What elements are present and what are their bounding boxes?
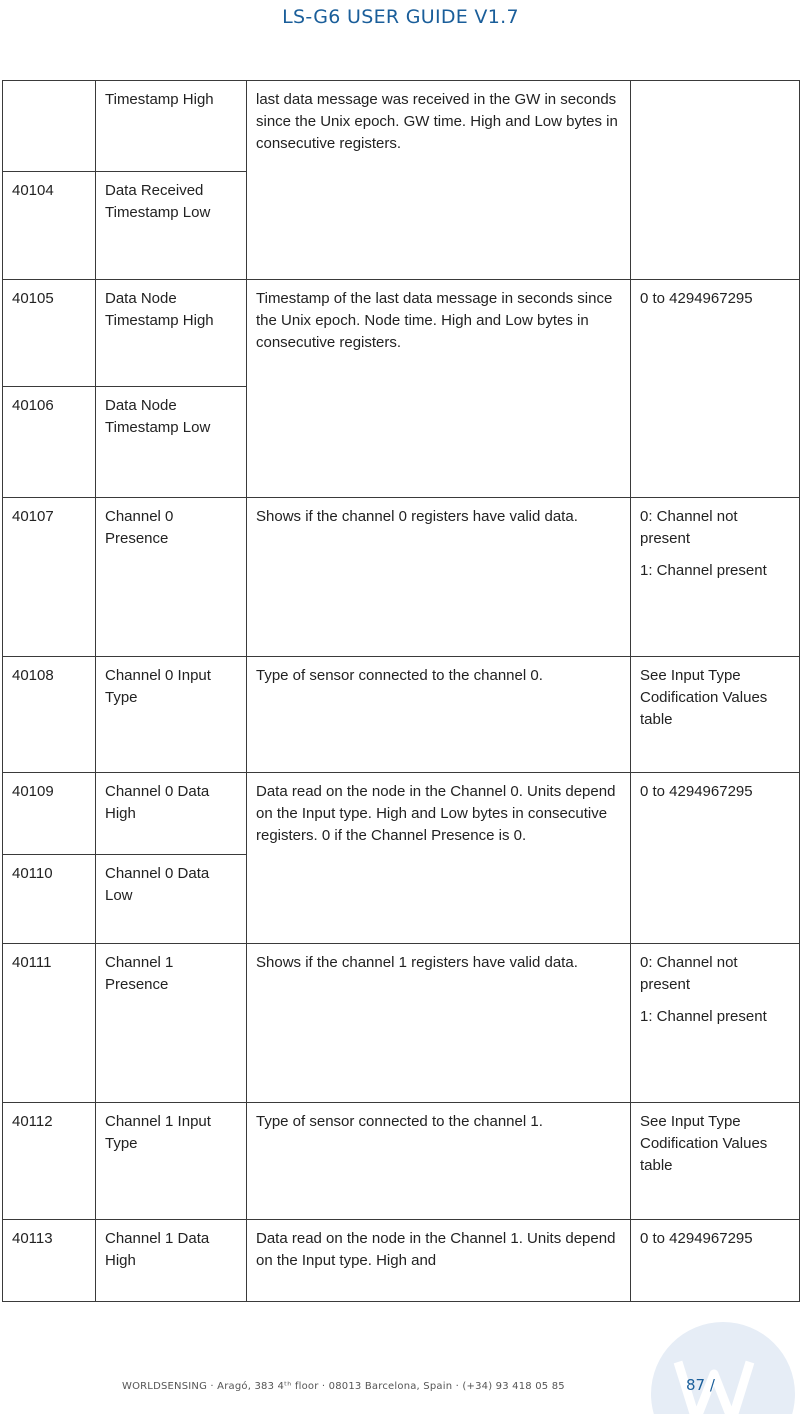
register-name: Channel 0 Data High (96, 772, 247, 854)
footer-contact: WORLDSENSING · Aragó, 383 4ᵗʰ floor · 08013 Barcelona, Spain · (+34) 93 418 05 85 (122, 1381, 565, 1392)
register-name: Channel 0 Data Low (96, 855, 247, 944)
register-address: 40111 (3, 944, 96, 1102)
register-name: Data Received Timestamp Low (96, 172, 247, 280)
register-address: 40112 (3, 1102, 96, 1219)
register-values (631, 944, 800, 1102)
register-description: last data message was received in the GW in seconds since the Unix epoch. GW time. High and Low bytes in consecutive registers. (247, 81, 631, 280)
register-description: Shows if the channel 1 registers have valid data. (247, 944, 631, 1102)
register-values (631, 1102, 800, 1219)
register-name: Channel 1 Presence (96, 944, 247, 1102)
register-values (631, 1219, 800, 1301)
register-description: Type of sensor connected to the channel 0. (247, 656, 631, 772)
table-row (3, 1219, 800, 1301)
value-line: 0: Channel not present (640, 954, 738, 994)
register-address: 40110 (3, 855, 96, 944)
value-line: See Input Type Codification Values table (640, 666, 768, 728)
register-address: 40105 (3, 280, 96, 387)
register-name: Channel 1 Input Type (96, 1102, 247, 1219)
value-line: 1: Channel present (640, 562, 767, 580)
register-name: Channel 1 Data High (96, 1219, 247, 1301)
register-address (3, 81, 96, 172)
register-address: 40107 (3, 498, 96, 656)
value-line: 0: Channel not present (640, 508, 738, 548)
register-description: Shows if the channel 0 registers have valid data. (247, 498, 631, 656)
document-header: LS-G6 USER GUIDE V1.7 (282, 6, 519, 28)
worldsensing-watermark-logo (648, 1302, 798, 1414)
value-line: 1: Channel present (640, 1008, 767, 1026)
page-number: 87 / (686, 1376, 715, 1394)
value-line: See Input Type Codification Values table (640, 1112, 768, 1174)
register-name: Data Node Timestamp High (96, 280, 247, 387)
register-address: 40113 (3, 1219, 96, 1301)
register-description: Type of sensor connected to the channel 1. (247, 1102, 631, 1219)
modbus-register-table (2, 80, 800, 1302)
register-address: 40109 (3, 772, 96, 854)
register-description: Timestamp of the last data message in seconds since the Unix epoch. Node time. High and Low bytes in consecutive registers. (247, 280, 631, 498)
value-line: 0 to 4294967295 (640, 290, 753, 308)
table-row (3, 944, 800, 1102)
table-row (3, 772, 800, 854)
table-row (3, 280, 800, 387)
register-values (631, 81, 800, 280)
register-values (631, 498, 800, 656)
register-values (631, 280, 800, 498)
register-address: 40104 (3, 172, 96, 280)
register-address: 40106 (3, 386, 96, 498)
register-name: Timestamp High (96, 81, 247, 172)
value-line: 0 to 4294967295 (640, 1229, 753, 1247)
table-row (3, 81, 800, 172)
register-description: Data read on the node in the Channel 1. Units depend on the Input type. High and (247, 1219, 631, 1301)
register-name: Data Node Timestamp Low (96, 386, 247, 498)
register-description: Data read on the node in the Channel 0. Units depend on the Input type. High and Low bytes in consecutive registers. 0 if the Channel Presence is 0. (247, 772, 631, 944)
register-name: Channel 0 Input Type (96, 656, 247, 772)
table-row (3, 498, 800, 656)
register-name: Channel 0 Presence (96, 498, 247, 656)
register-values (631, 656, 800, 772)
value-line: 0 to 4294967295 (640, 782, 753, 800)
table-row (3, 1102, 800, 1219)
table-row (3, 656, 800, 772)
register-values (631, 772, 800, 944)
register-address: 40108 (3, 656, 96, 772)
